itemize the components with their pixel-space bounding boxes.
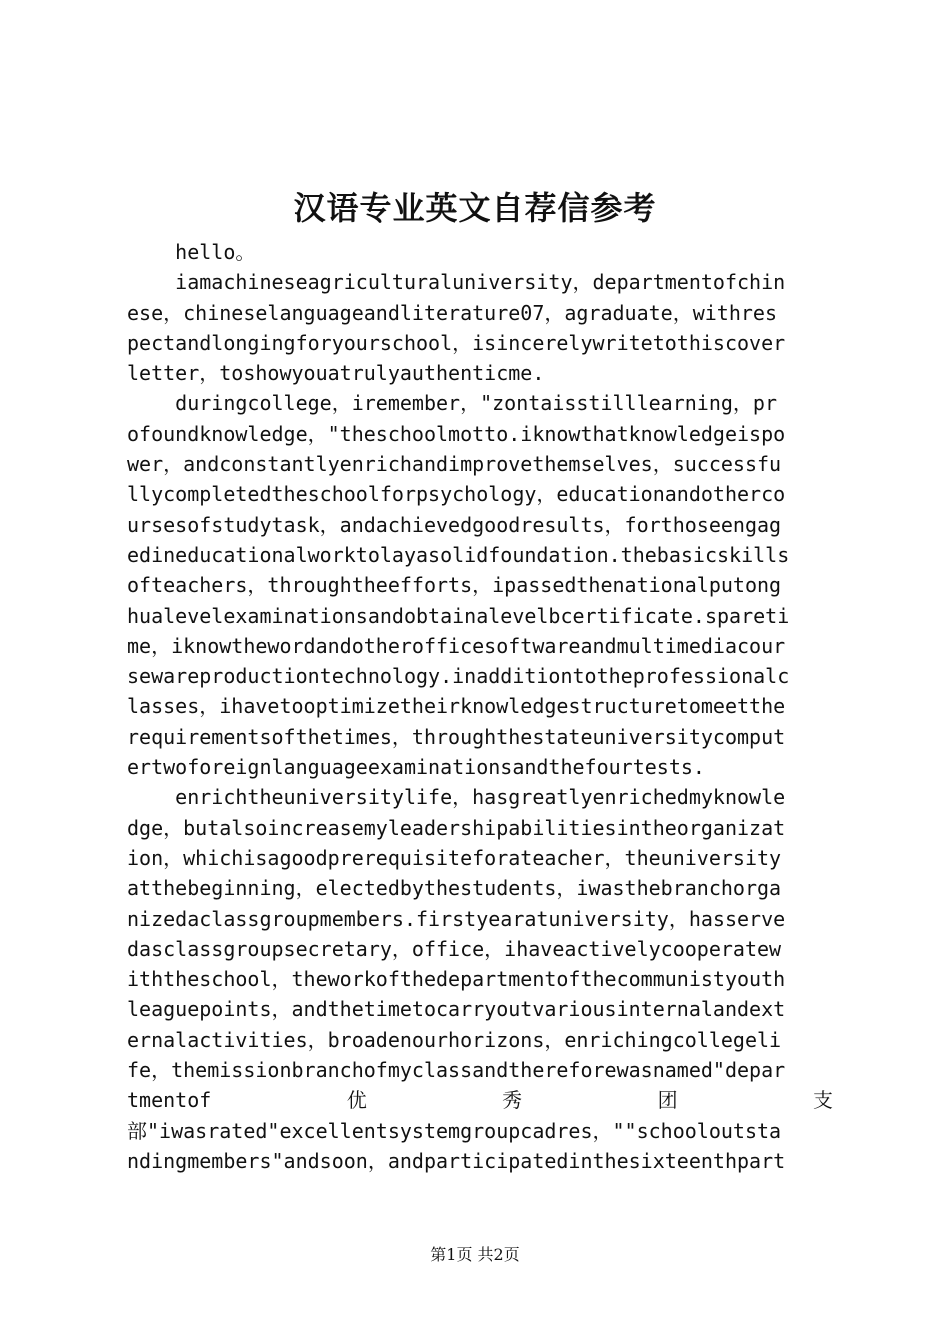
text-line: hello。 — [127, 240, 256, 264]
text-line: llycompletedtheschoolforpsychology，educationandotherco — [127, 482, 786, 507]
text-line: me，iknowthewordandotherofficesoftwareandmultimediacour — [127, 633, 786, 658]
text-line: edineducationalworktolayasolidfoundation.thebasicskills — [127, 542, 790, 567]
text-fragment: tmentof — [127, 1088, 212, 1113]
text-line: ernalactivities，broadenourhorizons，enrichingcollegeli — [127, 1027, 782, 1052]
text-line: enrichtheuniversitylife，hasgreatlyenrichedmyknowle — [127, 785, 786, 810]
text-line: ofteachers，throughtheefforts，ipassedthenationalputong — [127, 573, 782, 598]
text-line: ertwoforeignlanguageexaminationsandthefourtests. — [127, 755, 705, 780]
text-line: duringcollege，iremember，"zontaisstilllearning，pr — [127, 391, 778, 416]
text-line: nizedaclassgroupmembers.firstyearatuniversity，hasserve — [127, 906, 786, 931]
text-line: sewareproductiontechnology.inadditiontotheprofessionalc — [127, 664, 790, 689]
text-line: ese，chineselanguageandliterature07，agraduate，withres — [127, 300, 778, 325]
text-line: hualevelexaminationsandobtainalevelbcertificate.spareti — [127, 603, 790, 628]
text-line: dasclassgroupsecretary，office，ihaveactivelycooperatew — [127, 936, 782, 961]
text-line: 部"iwasrated"excellentsystemgroupcadres，""schooloutsta — [127, 1118, 782, 1143]
text-line: letter，toshowyouatrulyauthenticme. — [127, 361, 545, 386]
text-line: ion，whichisagoodprerequisiteforateacher，theuniversity — [127, 845, 782, 870]
text-line: ursesofstudytask，andachievedgoodresults，forthoseengag — [127, 512, 782, 537]
text-line: atthebeginning，electedbythestudents，iwasthebranchorga — [127, 876, 782, 901]
page-title: 汉语专业英文自荐信参考 — [293, 189, 657, 227]
text-line: leaguepoints，andthetimetocarryoutvariousinternalandext — [127, 997, 786, 1022]
text-fragment: 支 — [812, 1088, 833, 1113]
text-line: ofoundknowledge，"theschoolmotto.iknowthatknowledgeispo — [127, 421, 786, 446]
text-fragment: 团 — [657, 1088, 678, 1113]
text-line: iamachineseagriculturaluniversity，departmentofchin — [127, 270, 786, 295]
text-fragment: 秀 — [502, 1088, 523, 1113]
text-fragment: 优 — [346, 1088, 367, 1113]
page-footer: 第1页 共2页 — [430, 1245, 520, 1264]
text-line: fe，themissionbranchofmyclassandthereforewasnamed"depar — [127, 1058, 786, 1083]
text-line: pectandlongingforyourschool，isincerelywritetothiscover — [127, 330, 786, 355]
text-line: lasses，ihavetooptimizetheirknowledgestructuretomeetthe — [127, 694, 786, 719]
document-body — [127, 237, 833, 1176]
text-line: iththeschool，theworkofthedepartmentofthecommunistyouth — [127, 967, 786, 992]
justified-text-line — [127, 1085, 833, 1115]
text-line: dge，butalsoincreasemyleadershipabilitiesintheorganizat — [127, 815, 786, 840]
text-line: requirementsofthetimes，throughthestateuniversitycomput — [127, 724, 786, 749]
text-line: wer，andconstantlyenrichandimprovethemselves，successfu — [127, 452, 782, 477]
text-line: ndingmembers"andsoon，andparticipatedinthesixteenthpart — [127, 1148, 786, 1173]
